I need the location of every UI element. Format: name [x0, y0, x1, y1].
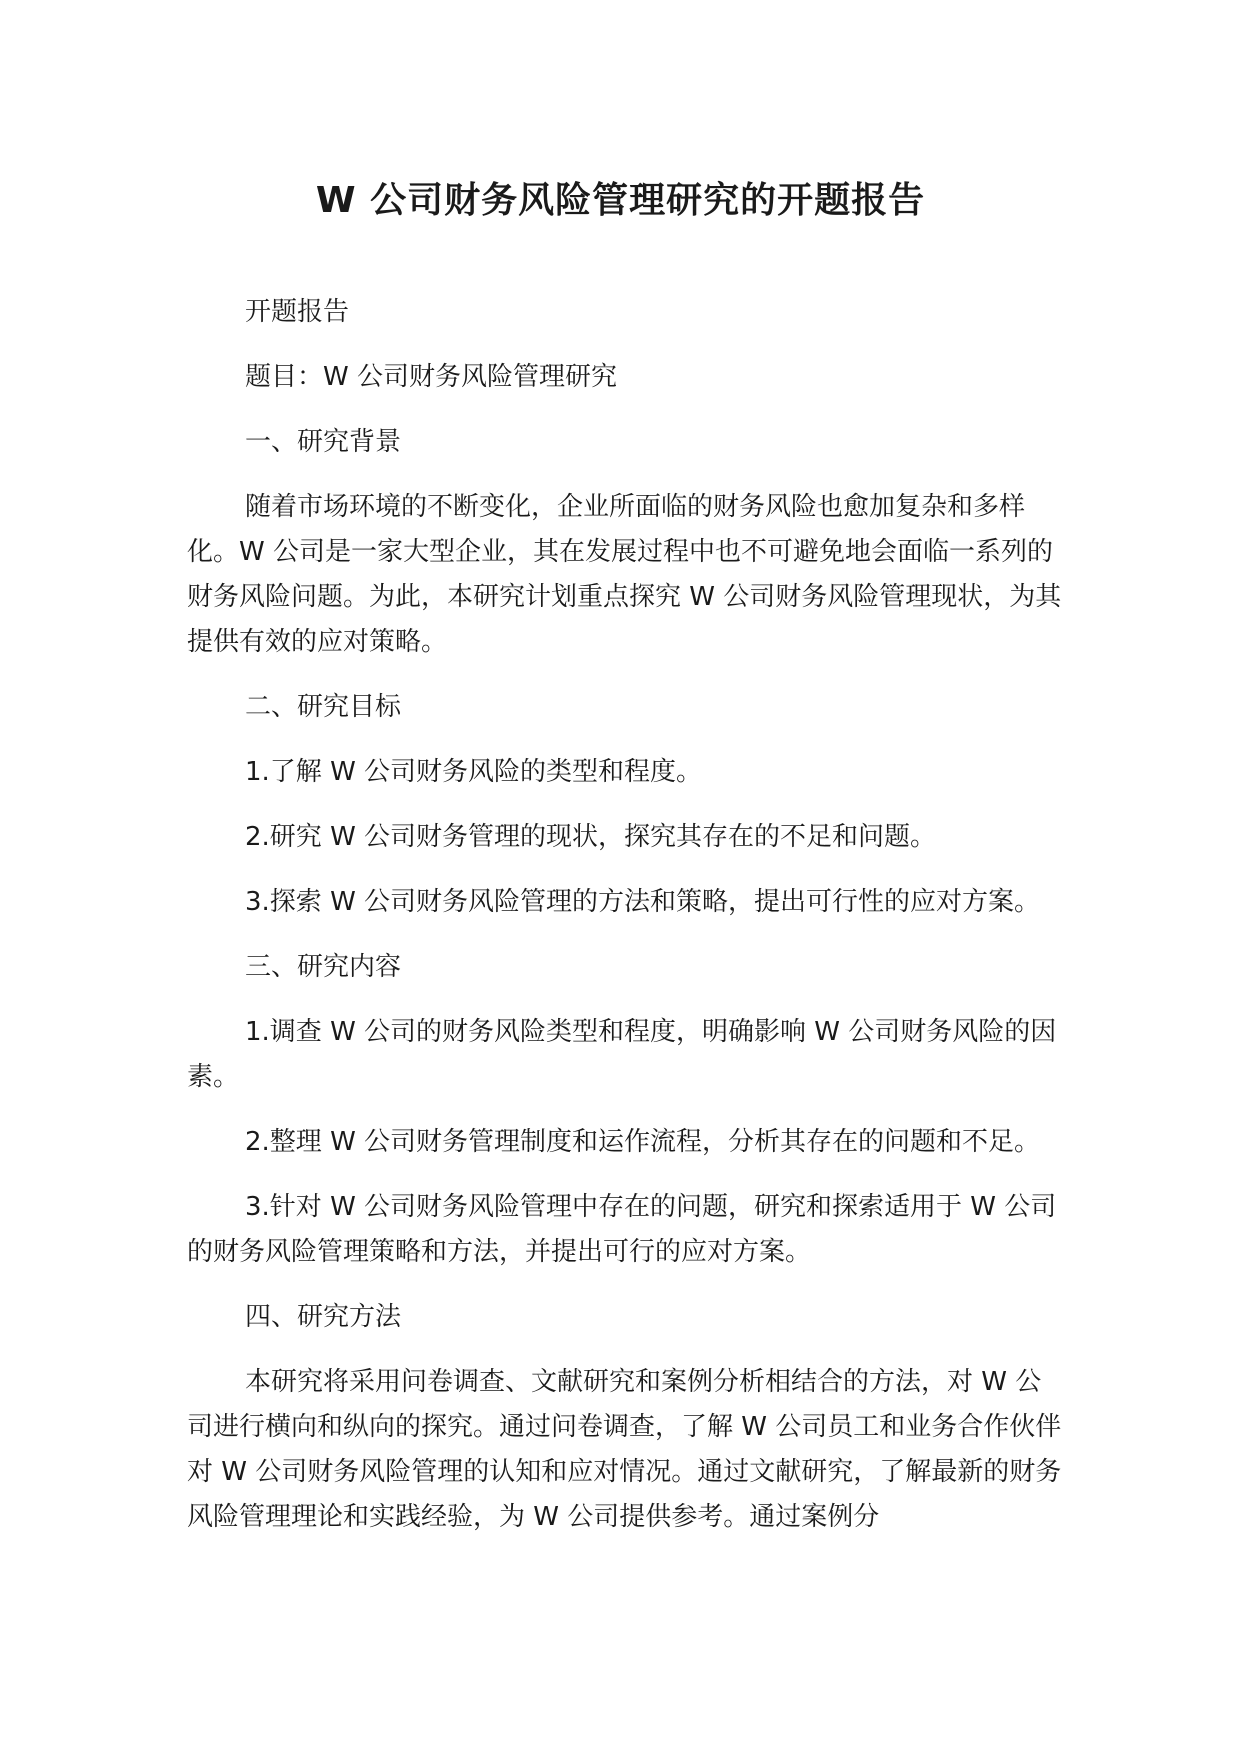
- background-paragraph: 随着市场环境的不断变化，企业所面临的财务风险也愈加复杂和多样化。W 公司是一家大型企业，其在发展过程中也不可避免地会面临一系列的财务风险问题。为此，本研究计划重点探究 W 公司财务风险管理现状，为其提供有效的应对策略。: [187, 492, 1062, 657]
- objective-item-2: 2.研究 W 公司财务管理的现状，探究其存在的不足和问题。: [245, 822, 937, 852]
- objective-item-3: 3.探索 W 公司财务风险管理的方法和策略，提出可行性的应对方案。: [245, 887, 1041, 917]
- report-label: 开题报告: [245, 297, 350, 327]
- section-heading-objectives: 二、研究目标: [245, 692, 402, 722]
- content-item-1: 1.调查 W 公司的财务风险类型和程度，明确影响 W 公司财务风险的因素。: [187, 1017, 1057, 1092]
- methods-paragraph: 本研究将采用问卷调查、文献研究和案例分析相结合的方法，对 W 公司进行横向和纵向的探究。通过问卷调查，了解 W 公司员工和业务合作伙伴对 W 公司财务风险管理的认知和应对情况。通过文献研究，了解最新的财务风险管理理论和实践经验，为 W 公司提供参考。通过案例分: [187, 1367, 1062, 1532]
- section-heading-background: 一、研究背景: [245, 427, 402, 457]
- section-heading-content: 三、研究内容: [245, 952, 402, 982]
- objective-item-1: 1.了解 W 公司财务风险的类型和程度。: [245, 757, 703, 787]
- document-body: [187, 290, 1067, 1560]
- document-title: W 公司财务风险管理研究的开题报告: [315, 180, 926, 221]
- section-heading-methods: 四、研究方法: [245, 1302, 402, 1332]
- content-item-2: 2.整理 W 公司财务管理制度和运作流程，分析其存在的问题和不足。: [245, 1127, 1041, 1157]
- report-topic: 题目：W 公司财务风险管理研究: [245, 362, 617, 392]
- content-item-3: 3.针对 W 公司财务风险管理中存在的问题，研究和探索适用于 W 公司的财务风险管理策略和方法，并提出可行的应对方案。: [187, 1192, 1057, 1267]
